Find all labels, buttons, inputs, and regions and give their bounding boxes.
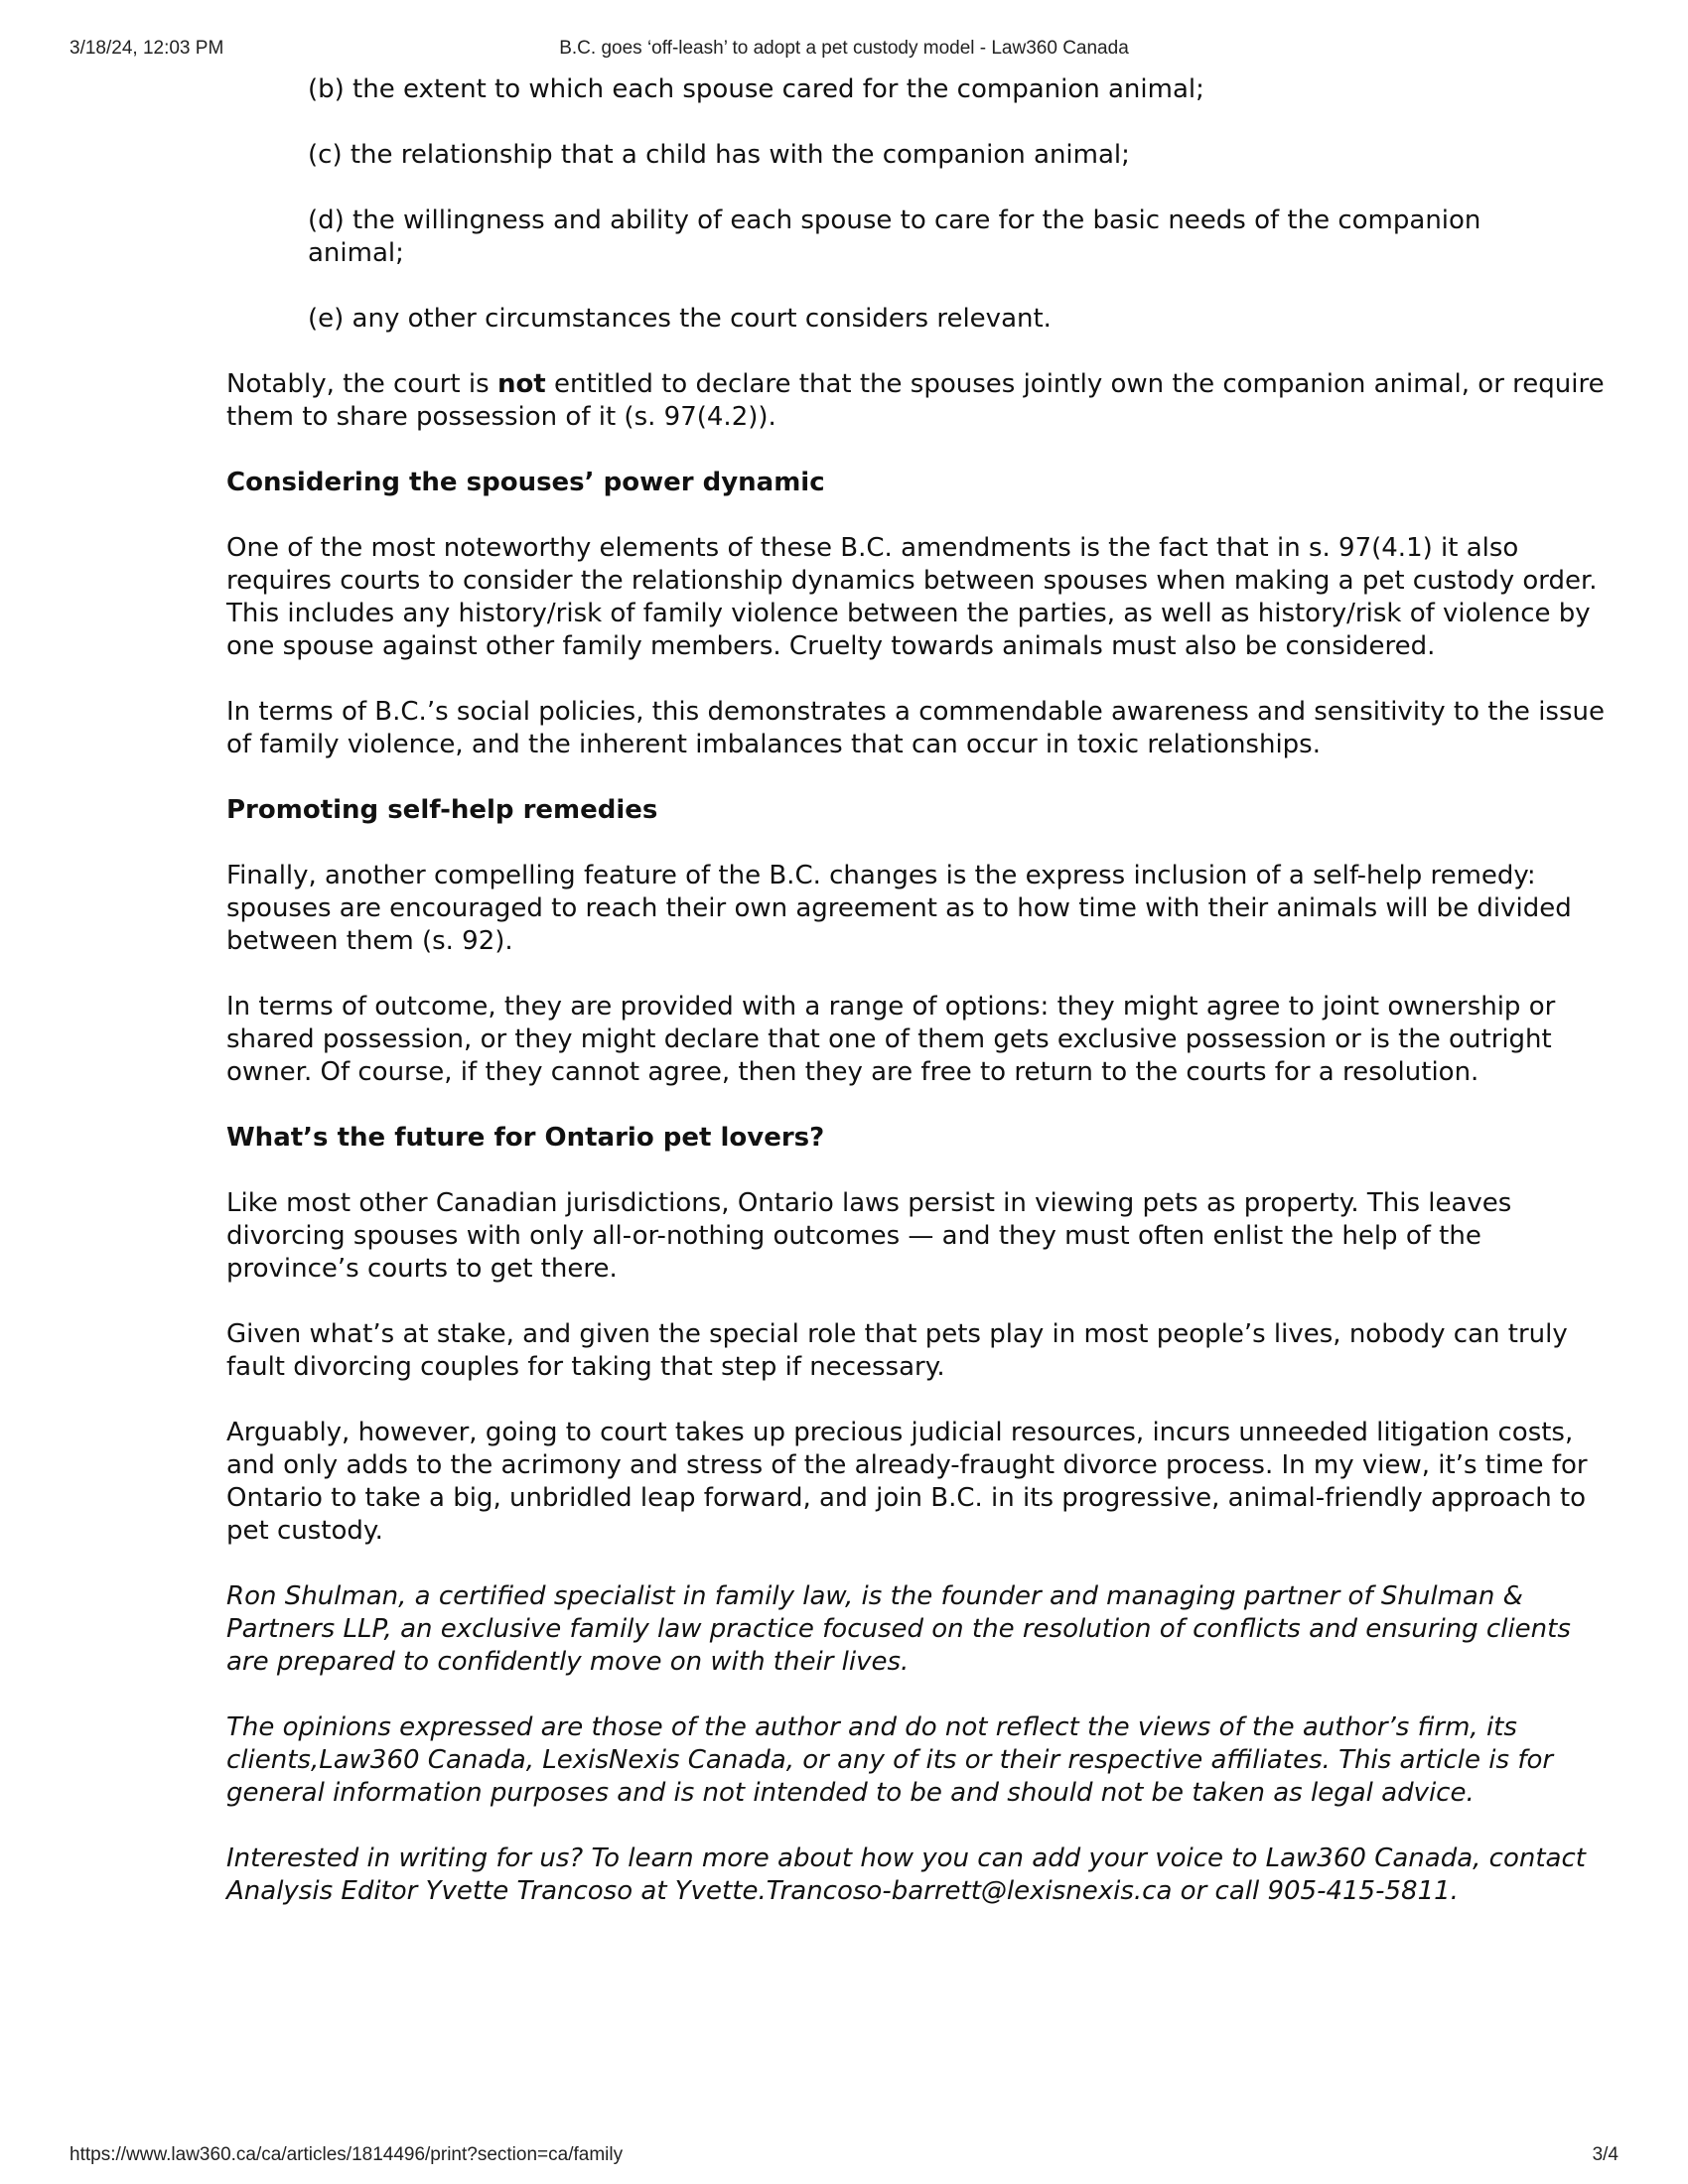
- disclaimer: The opinions expressed are those of the author and do not reflect the views of the author’s firm, its clients,Law360 Canada, LexisNexis Canada, or any of its or their respective affiliates. This article is for general information purposes and is not intended to be and should not be taken as legal advice.: [226, 1712, 1554, 1808]
- heading-power-dynamic: Considering the spouses’ power dynamic: [226, 468, 825, 497]
- paragraph-ontario-1: Like most other Canadian jurisdictions, Ontario laws persist in viewing pets as property. This leaves divorcing spouses with only all-or-nothing outcomes — and they must often enlist the help of the province’s courts to get there.: [226, 1188, 1512, 1284]
- notably-text-before: Notably, the court is: [226, 369, 497, 399]
- paragraph-self-help-1: Finally, another compelling feature of the B.C. changes is the express inclusion of a self-help remedy: spouses are encouraged to reach their own agreement as to how time with their animals will be divided between them (s. 92).: [226, 861, 1572, 956]
- print-page-title: B.C. goes ‘off-leash’ to adopt a pet custody model - Law360 Canada: [559, 38, 1129, 59]
- article-body: [226, 73, 1617, 1941]
- heading-ontario: What’s the future for Ontario pet lovers?: [226, 1123, 825, 1153]
- contact-note: Interested in writing for us? To learn more about how you can add your voice to Law360 Canada, contact Analysis Editor Yvette Trancoso at Yvette.Trancoso-barrett@lexisnexis.ca or call 905-415-5811.: [226, 1843, 1586, 1906]
- print-header: [70, 38, 1618, 68]
- notably-paragraph: [226, 368, 1617, 434]
- notably-text-after: entitled to declare that the spouses jointly own the companion animal, or require them to share possession of it (s. 97(4.2)).: [226, 369, 1605, 432]
- paragraph-power-dynamic-2: In terms of B.C.’s social policies, this demonstrates a commendable awareness and sensitivity to the issue of family violence, and the inherent imbalances that can occur in toxic relationships.: [226, 697, 1605, 759]
- paragraph-self-help-2: In terms of outcome, they are provided with a range of options: they might agree to joint ownership or shared possession, or they might declare that one of them gets exclusive possession or is the outright owner. Of course, if they cannot agree, then they are free to return to the courts for a resolution.: [226, 992, 1556, 1087]
- print-datetime: 3/18/24, 12:03 PM: [70, 38, 224, 59]
- list-item-c: (c) the relationship that a child has with the companion animal;: [308, 140, 1130, 170]
- print-footer: [70, 2144, 1618, 2174]
- paragraph-power-dynamic-1: One of the most noteworthy elements of these B.C. amendments is the fact that in s. 97(4.1) it also requires courts to consider the relationship dynamics between spouses when making a pet custody order. This includes any history/risk of family violence between the parties, as well as history/risk of violence by one spouse against other family members. Cruelty towards animals must also be considered.: [226, 533, 1598, 661]
- heading-self-help: Promoting self-help remedies: [226, 795, 658, 825]
- paragraph-ontario-2: Given what’s at stake, and given the special role that pets play in most people’s lives, nobody can truly fault divorcing couples for taking that step if necessary.: [226, 1319, 1568, 1382]
- paragraph-ontario-3: Arguably, however, going to court takes up precious judicial resources, incurs unneeded litigation costs, and only adds to the acrimony and stress of the already-fraught divorce process. In my view, it’s time for Ontario to take a big, unbridled leap forward, and join B.C. in its progressive, animal-friendly approach to pet custody.: [226, 1418, 1588, 1546]
- page-number: 3/4: [1592, 2144, 1618, 2165]
- list-item-d: (d) the willingness and ability of each spouse to care for the basic needs of the companion animal;: [308, 205, 1481, 268]
- notably-emphasis: not: [496, 369, 546, 399]
- list-item-e: (e) any other circumstances the court considers relevant.: [308, 304, 1052, 334]
- list-item-b: (b) the extent to which each spouse cared for the companion animal;: [308, 74, 1204, 104]
- print-url: https://www.law360.ca/ca/articles/1814496/print?section=ca/family: [70, 2144, 624, 2165]
- author-bio: Ron Shulman, a certified specialist in family law, is the founder and managing partner of Shulman & Partners LLP, an exclusive family law practice focused on the resolution of conflicts and ensuring clients are prepared to confidently move on with their lives.: [226, 1581, 1571, 1677]
